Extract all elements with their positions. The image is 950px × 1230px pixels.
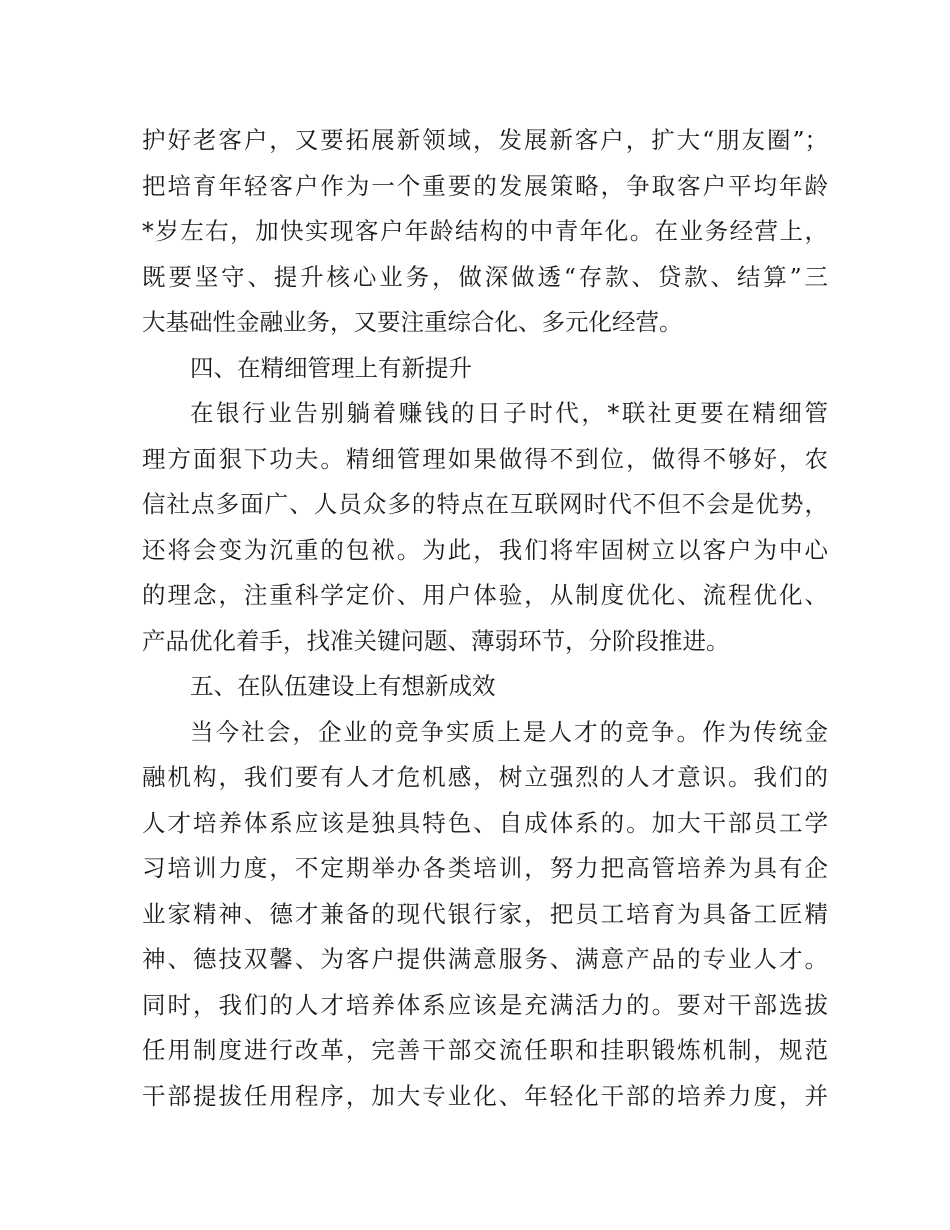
text-line: 业家精神、德才兼备的现代银行家，把员工培育为具备工匠精: [142, 899, 828, 928]
text-line: 习培训力度，不定期举办各类培训，努力把高管培养为具有企: [142, 854, 828, 882]
heading-text: 五、在队伍建设上有想新成效: [190, 672, 496, 700]
text-line: 信社点多面广、人员众多的特点在互联网时代不但不会是优势，: [142, 490, 828, 518]
section-heading-4: [142, 346, 828, 392]
paragraph-section-5: [142, 710, 828, 1120]
paragraph-section-4: [142, 391, 828, 664]
text-line: *岁左右，加快实现客户年龄结构的中青年化。在业务经营上，: [142, 217, 828, 245]
text-line: 同时，我们的人才培养体系应该是充满活力的。要对干部选拔: [142, 990, 828, 1019]
text-line: 融机构，我们要有人才危机感，树立强烈的人才意识。我们的: [142, 763, 828, 791]
text-line: 人才培养体系应该是独具特色、自成体系的。加大干部员工学: [142, 808, 828, 837]
text-line: 把培育年轻客户作为一个重要的发展策略，争取客户平均年龄: [142, 171, 828, 200]
text-line: 大基础性金融业务，又要注重综合化、多元化经营。: [142, 308, 683, 336]
text-line: 理方面狠下功夫。精细管理如果做得不到位，做得不够好，农: [142, 444, 828, 473]
section-heading-5: [142, 664, 828, 710]
text-line: 护好老客户，又要拓展新领域，发展新客户，扩大“朋友圈”；: [142, 126, 828, 154]
text-line: 产品优化着手，找准关键问题、薄弱环节，分阶段推进。: [142, 626, 730, 655]
text-line: 神、德技双馨、为客户提供满意服务、满意产品的专业人才。: [142, 945, 828, 973]
document-body: [142, 118, 828, 1119]
text-line: 既要坚守、提升核心业务，做深做透“存款、贷款、结算”三: [142, 262, 828, 291]
text-line: 还将会变为沉重的包袱。为此，我们将牢固树立以客户为中心: [142, 535, 828, 564]
text-line: 当今社会，企业的竞争实质上是人才的竞争。作为传统金: [190, 717, 828, 746]
text-line: 在银行业告别躺着赚钱的日子时代，*联社更要在精细管: [190, 399, 828, 427]
text-line: 的理念，注重科学定价、用户体验，从制度优化、流程优化、: [142, 581, 828, 609]
paragraph-intro: [142, 118, 828, 346]
text-line: 干部提拔任用程序，加大专业化、年轻化干部的培养力度，并: [142, 1081, 828, 1110]
heading-text: 四、在精细管理上有新提升: [190, 353, 472, 382]
text-line: 任用制度进行改革，完善干部交流任职和挂职锻炼机制，规范: [142, 1036, 828, 1064]
